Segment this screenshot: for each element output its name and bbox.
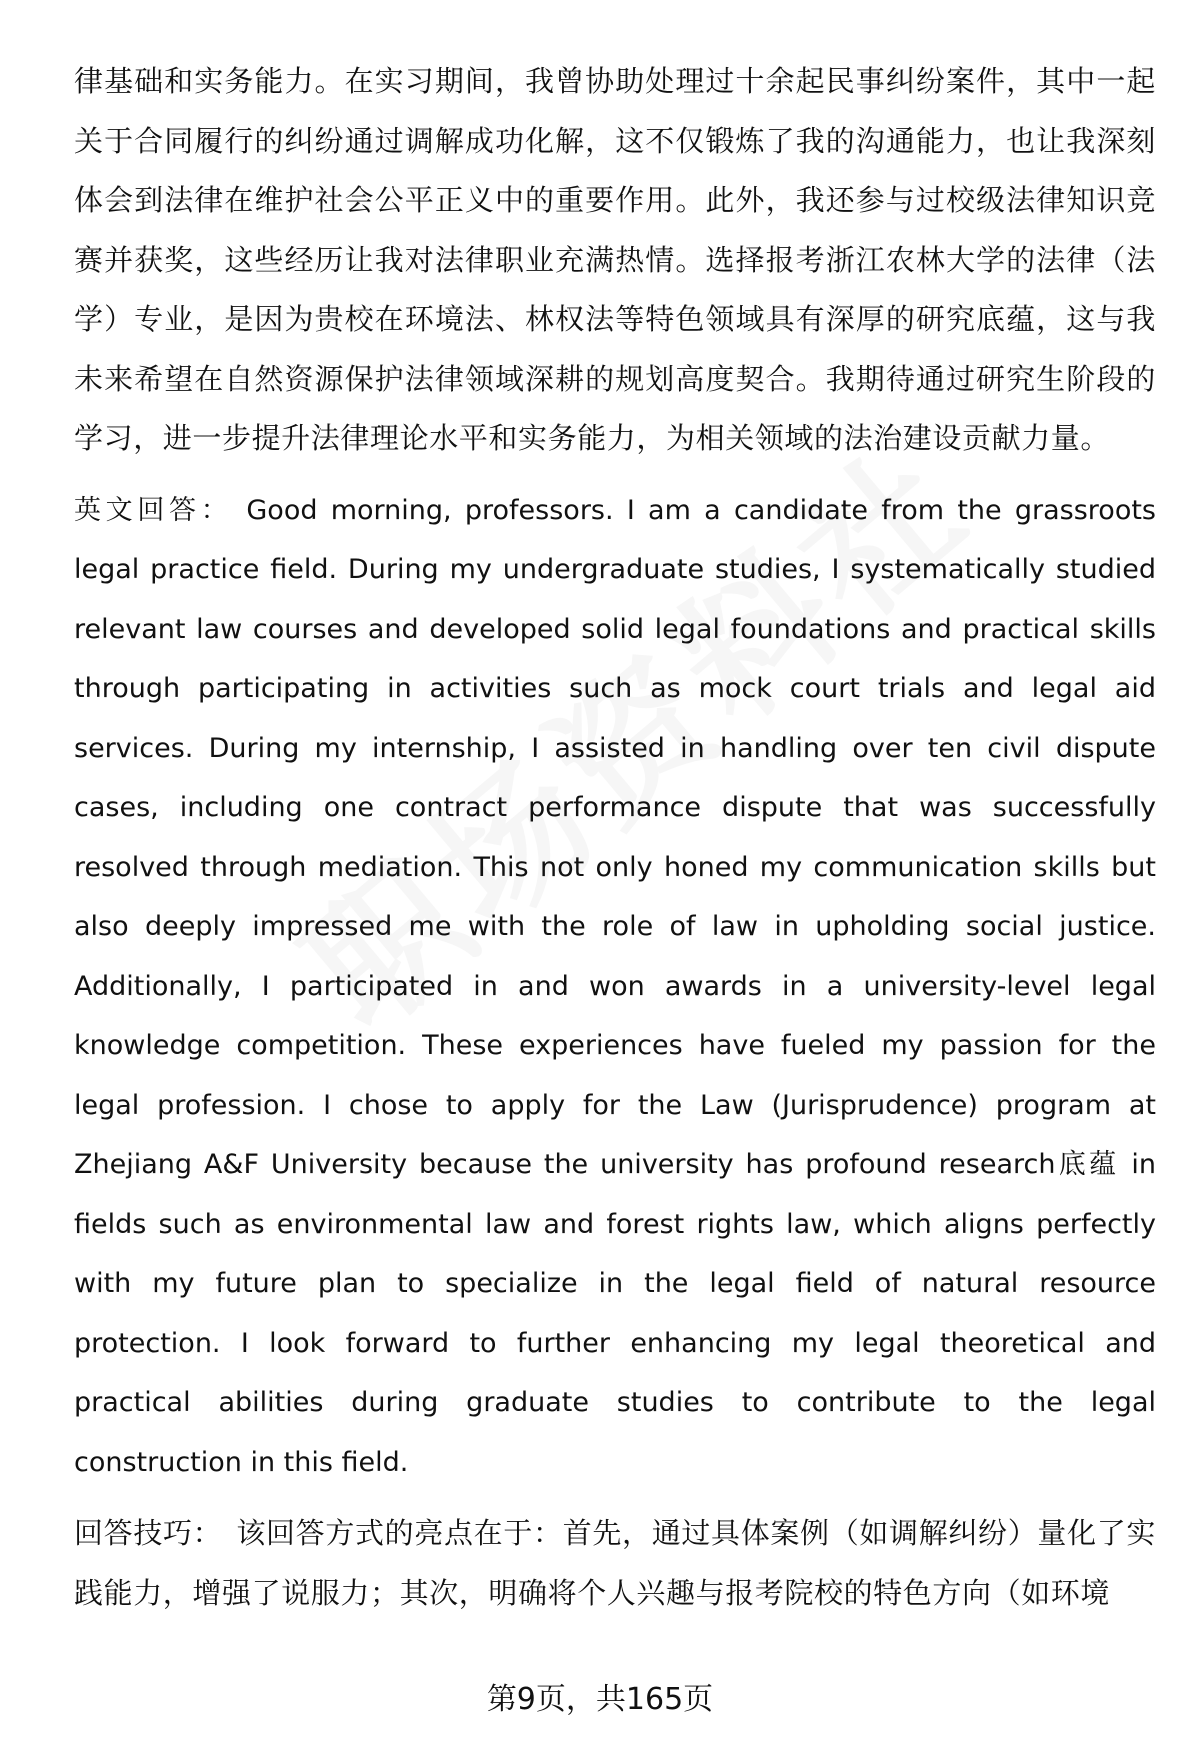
document-body bbox=[74, 52, 1156, 1623]
answer-tips-label: 回答技巧： bbox=[74, 1516, 223, 1550]
answer-tips-paragraph bbox=[74, 1504, 1156, 1623]
english-answer-paragraph bbox=[74, 481, 1156, 1493]
intro-paragraph: 律基础和实务能力。在实习期间，我曾协助处理过十余起民事纠纷案件，其中一起关于合同履行的纠纷通过调解成功化解，这不仅锻炼了我的沟通能力，也让我深刻体会到法律在维护社会公平正义中的重要作用。此外，我还参与过校级法律知识竞赛并获奖，这些经历让我对法律职业充满热情。选择报考浙江农林大学的法律（法学）专业，是因为贵校在环境法、林权法等特色领域具有深厚的研究底蕴，这与我未来希望在自然资源保护法律领域深耕的规划高度契合。我期待通过研究生阶段的学习，进一步提升法律理论水平和实务能力，为相关领域的法治建设贡献力量。 bbox=[74, 64, 1156, 455]
english-answer-label: 英文回答： bbox=[74, 494, 233, 526]
page-number: 第9页，共165页 bbox=[486, 1682, 714, 1717]
answer-tips-text: 该回答方式的亮点在于：首先，通过具体案例（如调解纠纷）量化了实践能力，增强了说服力；其次，明确将个人兴趣与报考院校的特色方向（如环境 bbox=[74, 1516, 1156, 1610]
english-answer-text: Good morning, professors. I am a candidate from the grassroots legal practice field. During my undergraduate studies, I systematically studied relevant law courses and developed solid legal foundations and practical skills through participating in activities such as mock court trials and legal aid services. During my internship, I assisted in handling over ten civil dispute cases, including one contract performance dispute that was successfully resolved through mediation. This not only honed my communication skills but also deeply impressed me with the role of law in upholding social justice. Additionally, I participated in and won awards in a university-level legal knowledge competition. These experiences have fueled my passion for the legal profession. I chose to apply for the Law (Jurisprudence) program at Zhejiang A&F University because the university has profound research底蕴 in fields such as environmental law and forest rights law, which aligns perfectly with my future plan to specialize in the legal field of natural resource protection. I look forward to further enhancing my legal theoretical and practical abilities during graduate studies to contribute to the legal construction in this field. bbox=[74, 494, 1157, 1478]
